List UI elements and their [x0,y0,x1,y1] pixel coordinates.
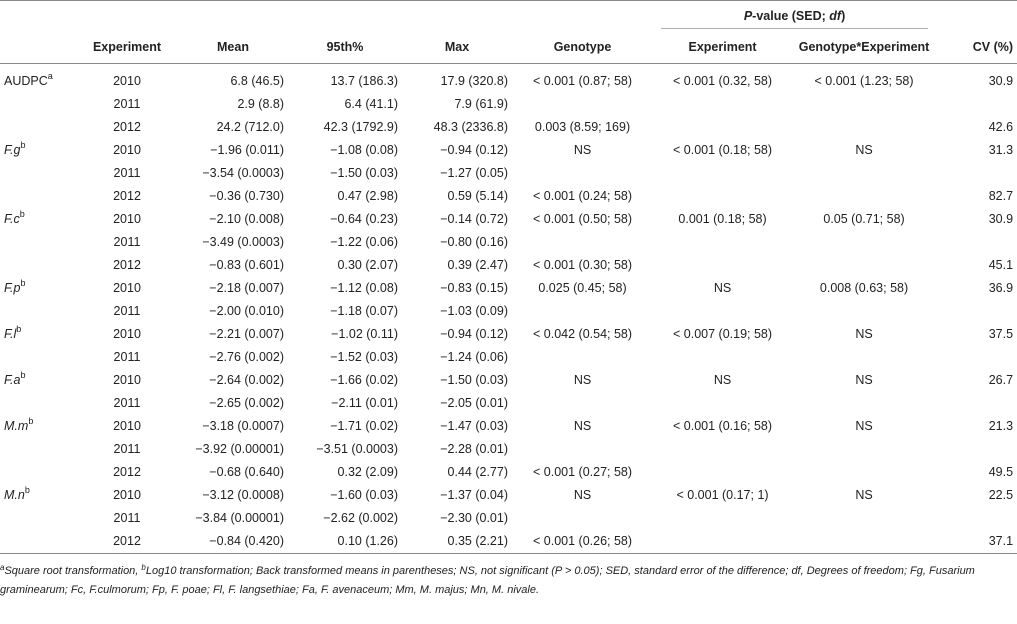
gxe-pvalue-cell [792,116,936,139]
max-cell: −1.24 (0.06) [440,350,508,364]
row-label-cell [0,208,76,231]
table-row [0,438,1017,461]
experiment-pvalue-cell [653,392,792,415]
experiment-cell: 2010 [113,488,141,502]
cv-cell: 37.1 [936,530,1017,554]
cv-cell: 22.5 [988,488,1014,502]
gxe-pvalue-cell: 0.008 (0.63; 58) [819,281,909,295]
genotype-pvalue-cell: < 0.001 (0.50; 58) [533,212,633,226]
genotype-pvalue-cell: NS [573,488,592,502]
cv-cell: 49.5 [988,465,1014,479]
gxe-pvalue-cell: NS [855,143,873,157]
table-row [0,461,1017,484]
max-cell: 0.39 (2.47) [447,258,508,272]
gxe-pvalue-cell [792,300,936,323]
genotype-pvalue-cell: NS [573,419,592,433]
max-cell: −1.03 (0.09) [440,304,508,318]
row-label-cell [0,231,76,254]
mean-cell: −2.21 (0.007) [209,327,284,341]
header-row-group [0,1,1017,32]
cv-cell: 26.7 [988,373,1014,387]
mean-cell: −3.18 (0.0007) [202,419,284,433]
experiment-cell: 2010 [113,143,141,157]
experiment-cell: 2011 [113,304,141,318]
col-header-95th: 95th% [288,31,402,64]
max-cell: −0.80 (0.16) [440,235,508,249]
experiment-cell: 2012 [113,465,141,479]
gxe-pvalue-cell: NS [855,488,873,502]
experiment-pvalue-cell: < 0.001 (0.32, 58) [673,74,773,88]
row-label-cell [0,64,76,94]
table-row [0,323,1017,346]
mean-cell: −0.84 (0.420) [178,530,288,554]
table-row [0,369,1017,392]
experiment-cell: 2011 [113,442,141,456]
p95-cell: 0.32 (2.09) [337,465,398,479]
mean-cell: −2.10 (0.008) [209,212,284,226]
experiment-cell: 2011 [113,235,141,249]
table-row [0,507,1017,530]
cv-cell: 42.6 [988,120,1014,134]
table-row [0,139,1017,162]
row-label-superscript: b [24,485,30,495]
p95-cell: −1.52 (0.03) [330,350,398,364]
gxe-pvalue-cell [792,507,936,530]
cv-cell [936,162,1017,185]
max-cell: −1.47 (0.03) [440,419,508,433]
row-label: F.g [4,143,21,157]
experiment-cell: 2011 [113,511,141,525]
cv-cell: 82.7 [988,189,1014,203]
p95-cell: −1.66 (0.02) [330,373,398,387]
experiment-pvalue-cell [653,507,792,530]
experiment-pvalue-cell [653,254,792,277]
col-header-cv: CV (%) [936,31,1017,64]
table-footnote: $^a$Square root transformation, $^b$Log10 transformation; Back transformed means in parentheses; NS, not significant (P > 0.05); SED, standard error of the difference; df, Degrees of freedom; Fg, Fusarium graminearum; Fc, F.culmorum; Fp, F. poae; Fl, F. langsethiae; Fa, F. avenaceum; Mm, M. majus; Mn, M. nivale. [0,563,975,596]
pvalue-group-rule [661,28,928,29]
row-label-superscript: b [19,209,25,219]
experiment-pvalue-cell [653,461,792,484]
max-cell: −0.94 (0.12) [440,327,508,341]
mean-cell: −3.12 (0.0008) [202,488,284,502]
table-row [0,300,1017,323]
p95-cell: 6.4 (41.1) [344,97,398,111]
experiment-cell: 2012 [113,258,141,272]
experiment-pvalue-cell [653,162,792,185]
max-cell: −0.94 (0.12) [440,143,508,157]
col-header-experiment: Experiment [76,31,178,64]
row-label-superscript: a [47,71,53,81]
table-row [0,530,1017,554]
p95-cell: −1.18 (0.07) [330,304,398,318]
genotype-pvalue-cell [512,300,653,323]
gxe-pvalue-cell [792,392,936,415]
experiment-cell: 2011 [113,350,141,364]
cv-cell: 21.3 [988,419,1014,433]
experiment-cell: 2010 [113,74,141,88]
row-label-cell [0,346,76,369]
experiment-cell: 2010 [113,327,141,341]
mean-cell: −0.68 (0.640) [209,465,284,479]
gxe-pvalue-cell [792,93,936,116]
mean-cell: −2.64 (0.002) [209,373,284,387]
gxe-pvalue-cell [792,461,936,484]
p95-cell: −3.51 (0.0003) [316,442,398,456]
experiment-cell: 2011 [113,396,141,410]
row-label-cell [0,438,76,461]
max-cell: 0.35 (2.21) [402,530,512,554]
p95-cell: −2.11 (0.01) [331,396,398,410]
max-cell: −2.28 (0.01) [440,442,508,456]
mean-cell: −2.65 (0.002) [209,396,284,410]
mean-cell: −3.54 (0.0003) [202,166,284,180]
table-row [0,64,1017,94]
experiment-pvalue-cell [653,185,792,208]
row-label: F.a [4,373,21,387]
col-header-mean: Mean [178,31,288,64]
table-row [0,93,1017,116]
experiment-pvalue-cell: NS [713,281,732,295]
row-label: F.p [4,281,21,295]
p95-cell: −1.60 (0.03) [330,488,398,502]
cv-cell [936,346,1017,369]
col-header-variable [0,31,76,64]
genotype-pvalue-cell [512,93,653,116]
experiment-pvalue-cell [653,438,792,461]
gxe-pvalue-cell: NS [855,373,873,387]
row-label: F.l [4,327,17,341]
max-cell: −1.27 (0.05) [440,166,508,180]
cv-cell [936,300,1017,323]
p95-cell: 42.3 (1792.9) [323,120,398,134]
row-label-superscript: b [28,416,34,426]
table-row [0,231,1017,254]
row-label-cell [0,162,76,185]
genotype-pvalue-cell: < 0.001 (0.24; 58) [533,189,633,203]
gxe-pvalue-cell [792,231,936,254]
max-cell: 0.44 (2.77) [447,465,508,479]
genotype-pvalue-cell: NS [573,373,592,387]
row-label-cell [0,93,76,116]
cv-cell: 31.3 [988,143,1014,157]
experiment-cell: 2010 [113,373,141,387]
gxe-pvalue-cell: 0.05 (0.71; 58) [823,212,905,226]
row-label-cell [0,300,76,323]
cv-cell [936,231,1017,254]
genotype-pvalue-cell: NS [573,143,592,157]
row-label-cell [0,254,76,277]
experiment-pvalue-cell [653,116,792,139]
row-label-cell [0,461,76,484]
row-label-superscript: b [20,140,26,150]
mean-cell: −1.96 (0.011) [210,143,284,157]
experiment-cell: 2010 [113,212,141,226]
experiment-pvalue-cell: 0.001 (0.18; 58) [678,212,767,226]
table-row [0,162,1017,185]
genotype-pvalue-cell: < 0.001 (0.87; 58) [533,74,633,88]
row-label-cell [0,484,76,507]
mean-cell: −0.36 (0.730) [209,189,284,203]
experiment-pvalue-cell: < 0.007 (0.19; 58) [673,327,773,341]
genotype-pvalue-cell: 0.025 (0.45; 58) [538,281,627,295]
max-cell: 48.3 (2336.8) [433,120,508,134]
gxe-pvalue-cell [792,438,936,461]
gxe-pvalue-cell: NS [855,327,873,341]
table-row [0,208,1017,231]
genotype-pvalue-cell [512,162,653,185]
experiment-pvalue-cell [653,300,792,323]
max-cell: −2.30 (0.01) [440,511,508,525]
p95-cell: 0.30 (2.07) [337,258,398,272]
gxe-pvalue-cell: NS [855,419,873,433]
row-label-cell [0,392,76,415]
gxe-pvalue-cell [792,530,936,554]
cv-cell: 37.5 [988,327,1014,341]
genotype-pvalue-cell: < 0.042 (0.54; 58) [533,327,633,341]
experiment-cell: 2012 [113,189,141,203]
cv-cell [936,392,1017,415]
gxe-pvalue-cell [792,162,936,185]
gxe-pvalue-cell [792,254,936,277]
p95-cell: −1.02 (0.11) [331,327,398,341]
table-row [0,185,1017,208]
cv-cell [936,93,1017,116]
p95-cell: −2.62 (0.002) [323,511,398,525]
p95-cell: −1.71 (0.02) [330,419,398,433]
genotype-pvalue-cell [512,507,653,530]
row-label-cell [0,116,76,139]
table-row [0,346,1017,369]
col-header-genotype: Genotype [512,31,653,64]
experiment-pvalue-cell [653,346,792,369]
experiment-cell: 2011 [113,166,141,180]
table-body [0,64,1017,554]
genotype-pvalue-cell [512,438,653,461]
p95-cell: −1.08 (0.08) [330,143,398,157]
genotype-pvalue-cell: < 0.001 (0.26; 58) [512,530,653,554]
genotype-pvalue-cell: 0.003 (8.59; 169) [534,120,631,134]
row-label-cell [0,507,76,530]
mean-cell: −2.76 (0.002) [209,350,284,364]
genotype-pvalue-cell [512,346,653,369]
row-label-cell [0,530,76,554]
header-row [0,31,1017,64]
mean-cell: −3.92 (0.00001) [195,442,284,456]
max-cell: 17.9 (320.8) [440,74,508,88]
cv-cell: 36.9 [988,281,1014,295]
p95-cell: 13.7 (186.3) [330,74,398,88]
genotype-pvalue-cell [512,231,653,254]
max-cell: −2.05 (0.01) [440,396,508,410]
gxe-pvalue-cell [792,346,936,369]
experiment-pvalue-cell [653,530,792,554]
gxe-pvalue-cell: < 0.001 (1.23; 58) [814,74,914,88]
row-label-cell [0,139,76,162]
mean-cell: −0.83 (0.601) [209,258,284,272]
experiment-cell: 2010 [113,419,141,433]
row-label: AUDPC [4,74,48,88]
max-cell: −1.37 (0.04) [440,488,508,502]
max-cell: 7.9 (61.9) [454,97,508,111]
experiment-cell: 2012 [113,120,141,134]
experiment-cell: 2010 [113,281,141,295]
experiment-pvalue-cell [653,93,792,116]
row-label: M.n [4,488,25,502]
row-label: F.c [4,212,20,226]
mean-cell: −3.49 (0.0003) [202,235,284,249]
row-label-cell [0,369,76,392]
table-row [0,484,1017,507]
table-row [0,392,1017,415]
cv-cell: 30.9 [988,74,1014,88]
experiment-pvalue-cell: < 0.001 (0.16; 58) [673,419,773,433]
genotype-pvalue-cell: < 0.001 (0.27; 58) [533,465,633,479]
row-label-cell [0,277,76,300]
cv-cell [936,438,1017,461]
max-cell: −0.14 (0.72) [440,212,508,226]
row-label-superscript: b [20,278,26,288]
experiment-pvalue-cell: < 0.001 (0.17; 1) [676,488,769,502]
experiment-cell: 2011 [113,97,141,111]
pvalue-group-header: P-value (SED; df) [653,1,936,32]
mean-cell: −2.00 (0.010) [209,304,284,318]
cv-cell: 45.1 [988,258,1014,272]
table-row [0,277,1017,300]
mean-cell: 6.8 (46.5) [230,74,284,88]
p95-cell: −1.12 (0.08) [330,281,398,295]
experiment-cell: 2012 [76,530,178,554]
row-label-superscript: b [20,370,26,380]
max-cell: −1.50 (0.03) [440,373,508,387]
p95-cell: 0.10 (1.26) [288,530,402,554]
table-row [0,254,1017,277]
mean-cell: 2.9 (8.8) [237,97,284,111]
experiment-pvalue-cell: NS [713,373,732,387]
col-header-genotype-experiment: Genotype*Experiment [792,31,936,64]
genotype-pvalue-cell: < 0.001 (0.30; 58) [533,258,633,272]
max-cell: −0.83 (0.15) [440,281,508,295]
experiment-pvalue-cell [653,231,792,254]
mean-cell: 24.2 (712.0) [216,120,284,134]
row-label-cell [0,185,76,208]
p95-cell: 0.47 (2.98) [337,189,398,203]
cv-cell [936,507,1017,530]
experiment-pvalue-cell: < 0.001 (0.18; 58) [673,143,773,157]
table-row [0,415,1017,438]
col-header-max: Max [402,31,512,64]
row-label-cell [0,323,76,346]
mean-cell: −3.84 (0.00001) [195,511,284,525]
col-header-pvalue-experiment: Experiment [653,31,792,64]
gxe-pvalue-cell [792,185,936,208]
row-label-superscript: b [16,324,22,334]
cv-cell: 30.9 [988,212,1014,226]
genotype-pvalue-cell [512,392,653,415]
max-cell: 0.59 (5.14) [447,189,508,203]
mean-cell: −2.18 (0.007) [209,281,284,295]
p95-cell: −1.22 (0.06) [330,235,398,249]
p95-cell: −1.50 (0.03) [330,166,398,180]
row-label-cell [0,415,76,438]
p95-cell: −0.64 (0.23) [330,212,398,226]
table-row [0,116,1017,139]
row-label: M.m [4,419,29,433]
